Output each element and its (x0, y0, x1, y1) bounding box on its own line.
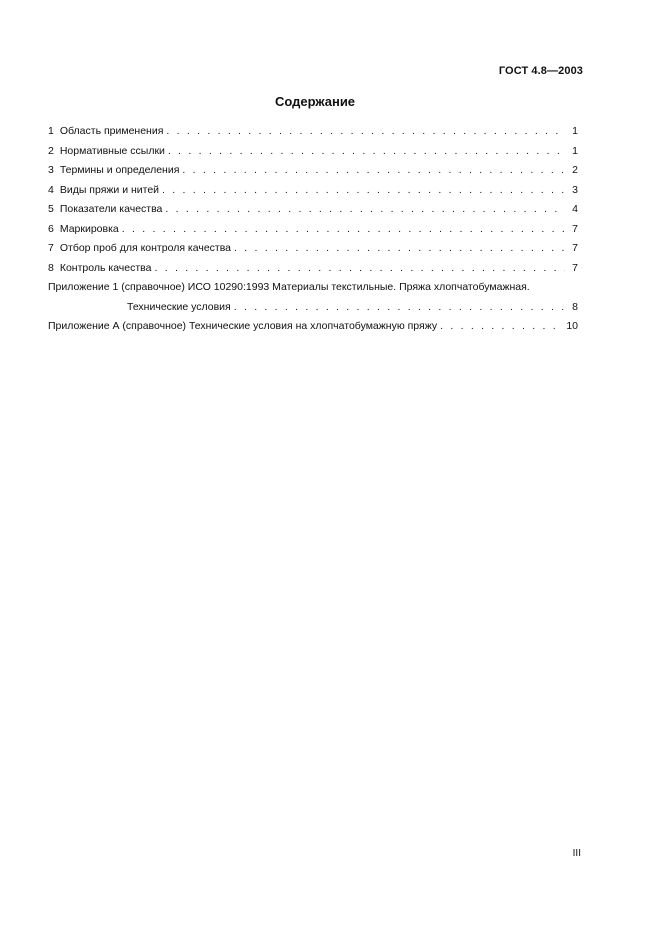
toc-title: Содержание (274, 94, 356, 109)
toc-entry[interactable] (48, 122, 578, 142)
table-of-contents (48, 122, 578, 337)
toc-entry-page: 3 (572, 183, 578, 196)
toc-appendix-1-line-1[interactable] (48, 278, 578, 298)
toc-entry-label: Маркировка (59, 222, 119, 235)
toc-entry-number: 4 (48, 183, 54, 196)
toc-appendix-label: Приложение 1 (справочное) ИСО 10290:1993 Материалы текстильные. Пряжа хлопчатобумажная. (48, 281, 530, 293)
toc-entry-page: 10 (566, 320, 578, 332)
toc-entry[interactable] (48, 239, 578, 259)
toc-entry-page: 1 (572, 144, 578, 157)
toc-entry-number: 6 (48, 222, 54, 235)
dot-leader (154, 259, 565, 279)
dot-leader (182, 161, 565, 181)
toc-entry-page: 7 (572, 222, 578, 235)
toc-entry[interactable] (48, 161, 578, 181)
toc-entry-page: 7 (572, 261, 578, 274)
dot-leader (122, 220, 565, 240)
toc-entry-page: 4 (572, 203, 578, 215)
dot-leader (440, 317, 563, 337)
toc-entry[interactable] (48, 259, 578, 279)
toc-entry[interactable] (48, 181, 578, 201)
toc-entry-number: 3 (48, 164, 54, 176)
toc-appendix-label-continued: Технические условия (127, 300, 231, 313)
toc-entry-number: 2 (48, 144, 54, 157)
toc-entry-label: Отбор проб для контроля качества (59, 242, 232, 254)
toc-entry[interactable] (48, 220, 578, 240)
toc-appendix-1-line-2[interactable] (48, 298, 578, 318)
document-code: ГОСТ 4.8—2003 (498, 65, 583, 77)
toc-entry-number: 1 (48, 125, 54, 137)
dot-leader (168, 142, 565, 162)
toc-appendix-a[interactable] (48, 317, 578, 337)
toc-entry-number: 8 (48, 261, 54, 274)
page-number: III (572, 848, 581, 859)
toc-entry-label: Виды пряжи и нитей (59, 183, 160, 196)
toc-entry[interactable] (48, 200, 578, 220)
toc-entry-page: 1 (572, 125, 578, 137)
toc-entry-label: Область применения (59, 125, 164, 137)
toc-entry-number: 5 (48, 203, 54, 215)
toc-entry-page: 2 (572, 164, 578, 176)
toc-entry-label: Показатели качества (59, 203, 163, 215)
dot-leader (234, 239, 565, 259)
toc-entry-label: Термины и определения (59, 164, 180, 176)
toc-entry[interactable] (48, 142, 578, 162)
dot-leader (166, 122, 565, 142)
toc-entry-label: Контроль качества (59, 261, 152, 274)
toc-entry-number: 7 (48, 242, 54, 254)
dot-leader (162, 181, 565, 201)
toc-entry-page: 7 (572, 242, 578, 254)
toc-entry-page: 8 (572, 300, 578, 313)
dot-leader (165, 200, 565, 220)
toc-appendix-label: Приложение А (справочное) Технические условия на хлопчатобумажную пряжу (48, 320, 438, 332)
toc-entry-label: Нормативные ссылки (59, 144, 165, 157)
dot-leader (234, 298, 565, 318)
